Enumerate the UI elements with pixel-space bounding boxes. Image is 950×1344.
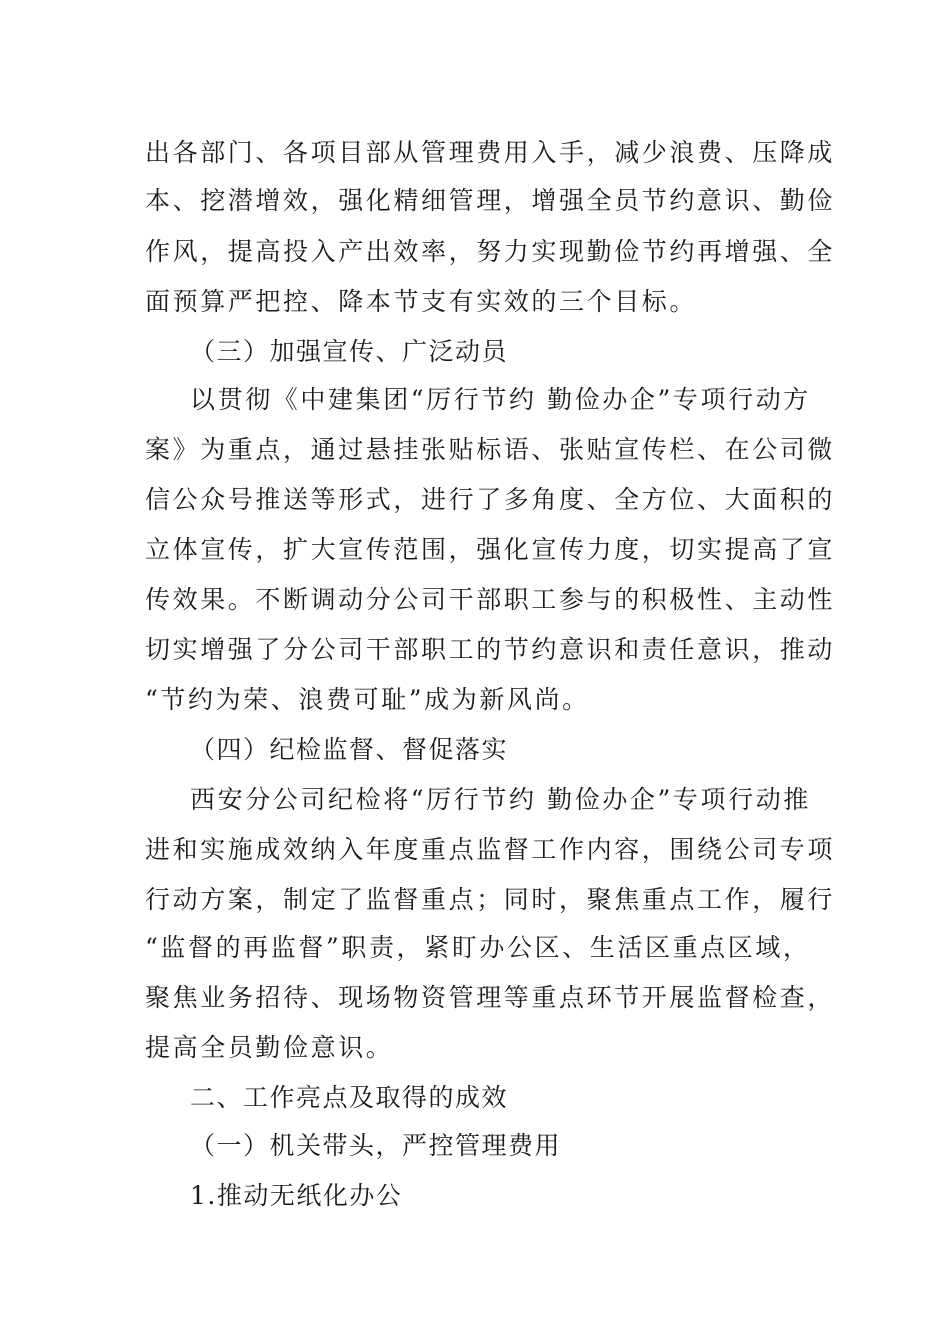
paragraph-line: 立体宣传，扩大宣传范围，强化宣传力度，切实提高了宣	[145, 535, 836, 564]
paragraph-line: 案》为重点，通过悬挂张贴标语、张贴宣传栏、在公司微	[145, 435, 836, 464]
paragraph-line: 本、挖潜增效，强化精细管理，增强全员节约意识、勤俭	[145, 186, 836, 215]
paragraph-line: “监督的再监督”职责，紧盯办公区、生活区重点区域，	[145, 933, 811, 962]
paragraph-line: 传效果。不断调动分公司干部职工参与的积极性、主动性	[145, 585, 836, 614]
paragraph-line: 切实增强了分公司干部职工的节约意识和责任意识，推动	[145, 635, 836, 664]
paragraph-line: 面预算严把控、降本节支有实效的三个目标。	[145, 287, 698, 316]
paragraph-line: 信公众号推送等形式，进行了多角度、全方位、大面积的	[145, 485, 836, 514]
paragraph-line: 进和实施成效纳入年度重点监督工作内容，围绕公司专项	[145, 835, 836, 864]
paragraph-line: 行动方案，制定了监督重点；同时，聚焦重点工作，履行	[145, 885, 836, 914]
paragraph-line: “节约为荣、浪费可耻”成为新风尚。	[145, 685, 590, 714]
paragraph-line: 以贯彻《中建集团“厉行节约 勤俭办企”专项行动方	[190, 385, 811, 414]
section-heading: （四）纪检监督、督促落实	[190, 735, 509, 764]
subsection-heading: （一）机关带头，严控管理费用	[190, 1131, 562, 1160]
paragraph-line: 提高全员勤俭意识。	[145, 1033, 394, 1062]
section-heading: 二、工作亮点及取得的成效	[190, 1083, 509, 1112]
paragraph-line: 出各部门、各项目部从管理费用入手，减少浪费、压降成	[145, 138, 836, 167]
paragraph-line: 西安分公司纪检将“厉行节约 勤俭办企”专项行动推	[190, 785, 811, 814]
paragraph-line: 作风，提高投入产出效率，努力实现勤俭节约再增强、全	[145, 237, 836, 266]
section-heading: （三）加强宣传、广泛动员	[190, 337, 509, 366]
item-heading: 1.推动无纸化办公	[190, 1181, 403, 1210]
paragraph-line: 聚焦业务招待、现场物资管理等重点环节开展监督检查，	[145, 983, 836, 1012]
